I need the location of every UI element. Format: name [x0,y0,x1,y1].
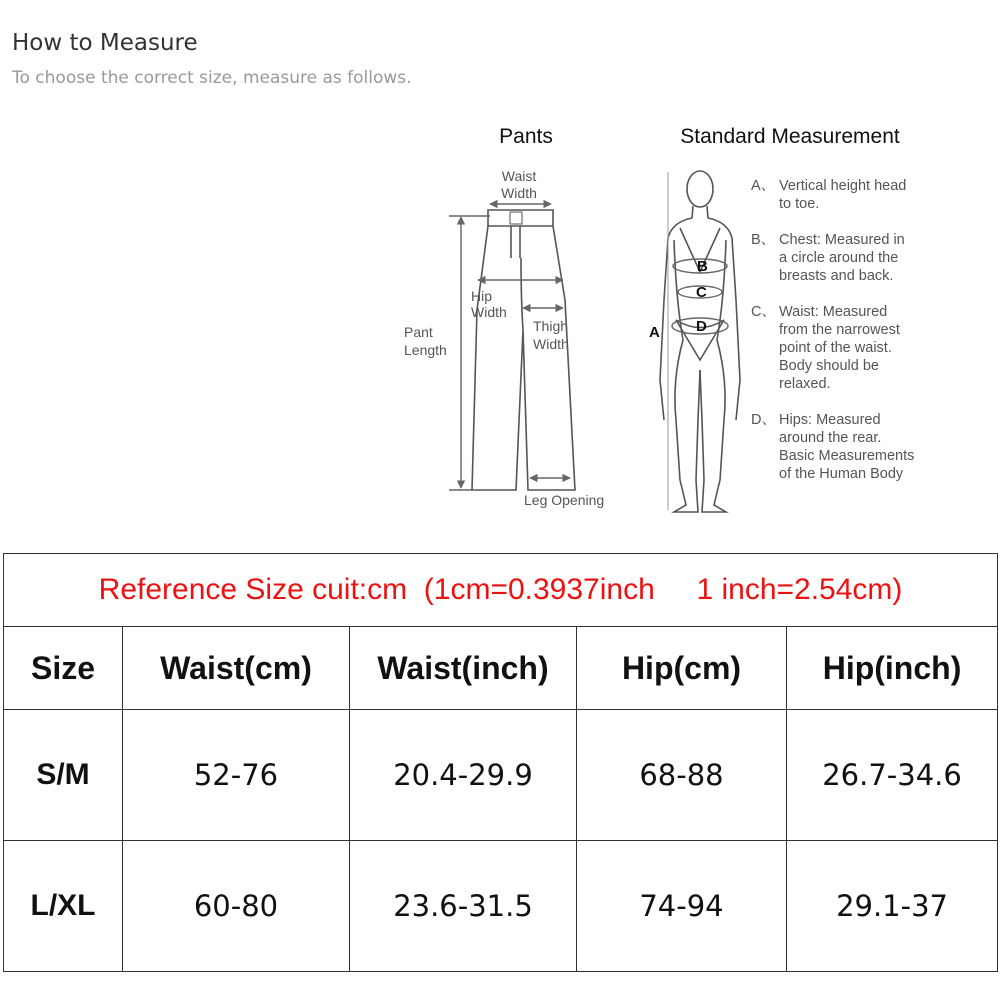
legend-c-line-5: relaxed. [779,376,831,392]
header-cell: Hip(inch) [787,627,998,710]
marker-a: A [649,324,660,341]
thigh-width-label-2: Width [533,336,569,352]
legend-c-line-2: from the narrowest [779,322,900,338]
reference-note [4,554,998,627]
legend-c-line-3: point of the waist. [779,340,892,356]
legend-b-line-3: breasts and back. [779,268,894,284]
table-row [4,710,998,841]
header-cell: Waist(inch) [350,627,577,710]
table-cell: 68-88 [577,710,787,841]
marker-b: B [697,258,708,275]
header-cell: Hip(cm) [577,627,787,710]
table-cell: 26.7-34.6 [787,710,998,841]
legend-d-line-3: Basic Measurements [779,448,915,464]
legend-c-line-4: Body should be [779,358,879,374]
pants-title: Pants [499,125,553,148]
waist-width-label-1: Waist [501,168,537,184]
size-cell: L/XL [4,841,123,972]
legend-d-line-2: around the rear. [779,430,882,446]
header-cell: Size [4,627,123,710]
body-title: Standard Measurement [680,125,900,148]
table-cell: 29.1-37 [787,841,998,972]
reference-inch-to-cm: 1 inch=2.54cm) [696,573,903,606]
table-cell: 23.6-31.5 [350,841,577,972]
table-row [4,841,998,972]
legend-b-line-2: a circle around the [779,250,899,266]
legend-c-prefix: C、 [751,304,776,320]
size-table [3,553,998,972]
header-cell: Waist(cm) [123,627,350,710]
legend-d-line-4: of the Human Body [779,466,904,482]
hip-width-label-2: Width [471,304,507,320]
page-title: How to Measure [12,30,198,56]
size-cell: S/M [4,710,123,841]
waist-width-label-2: Width [501,185,537,201]
body-rings [668,172,728,510]
thigh-width-label-1: Thigh [533,318,569,334]
legend-a-prefix: A、 [751,178,776,194]
table-cell: 52-76 [123,710,350,841]
pant-length-label-2: Length [404,342,447,358]
table-header-row [4,627,998,710]
marker-c: C [696,284,707,301]
legend-d-prefix: D、 [751,412,776,428]
reference-row [4,554,998,627]
leg-opening-label: Leg Opening [524,492,605,508]
table-cell: 74-94 [577,841,787,972]
marker-d: D [696,318,707,335]
body-figure [660,171,740,512]
legend-d-line-1: Hips: Measured [779,412,881,428]
legend-c-line-1: Waist: Measured [779,304,888,320]
hip-width-label-1: Hip [471,288,493,304]
legend-b-line-1: Chest: Measured in [779,232,905,248]
legend-a-line-1: Vertical height head [779,178,907,194]
pant-length-label-1: Pant [404,324,433,340]
reference-unit: Reference Size cuit:cm [98,573,408,606]
page-subtitle: To choose the correct size, measure as follows. [12,68,412,88]
table-cell: 20.4-29.9 [350,710,577,841]
table-cell: 60-80 [123,841,350,972]
reference-cm-to-inch: (1cm=0.3937inch [423,573,655,606]
legend-b-prefix: B、 [751,232,776,248]
legend-a-line-2: to toe. [779,196,820,212]
